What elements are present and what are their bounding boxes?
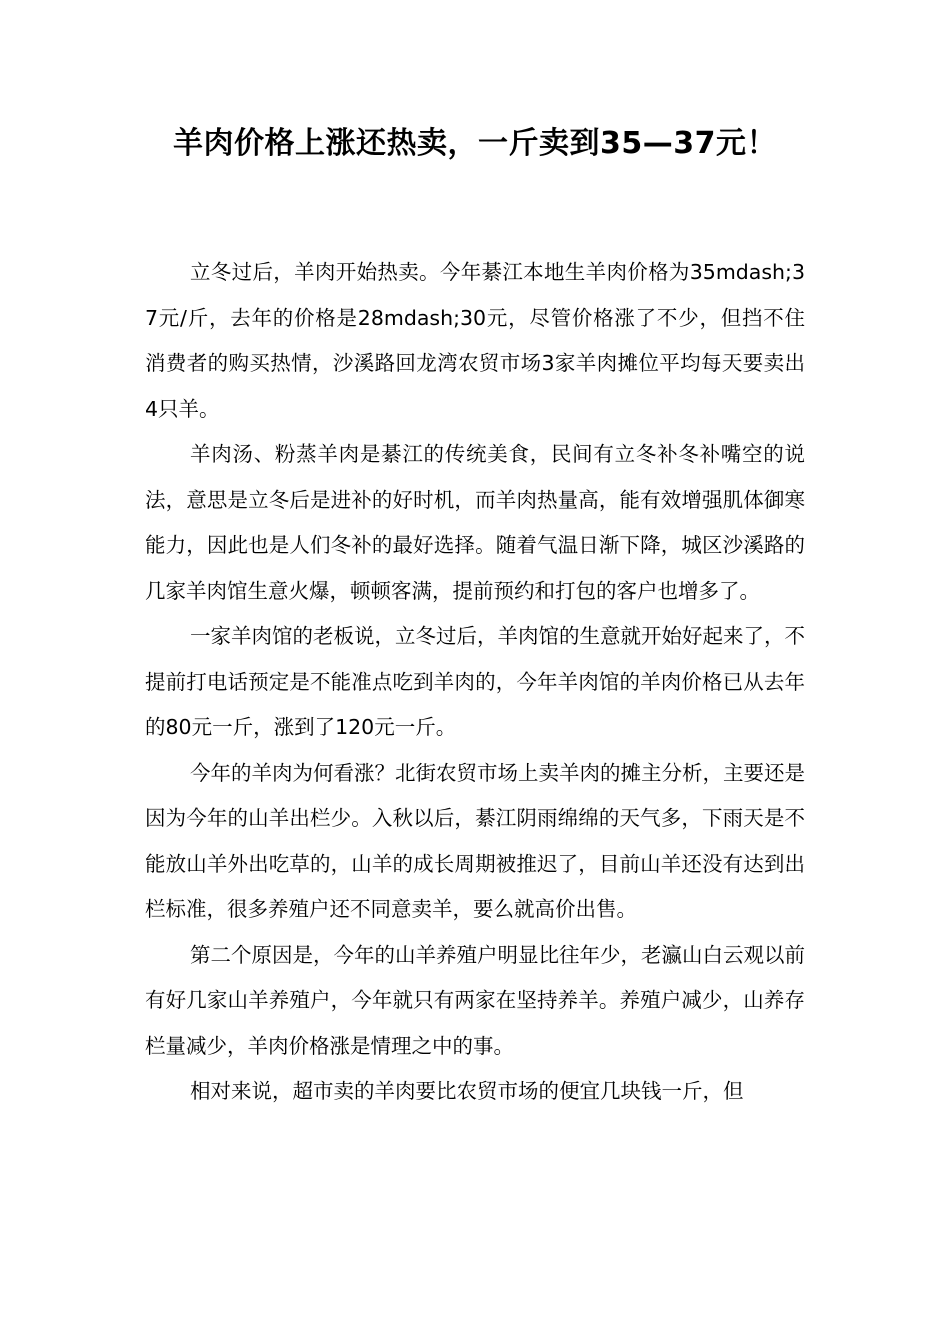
paragraph-1: 立冬过后，羊肉开始热卖。今年綦江本地生羊肉价格为35mdash;37元/斤，去年的价格是28mdash;30元，尽管价格涨了不少，但挡不住消费者的购买热情，沙溪路回龙湾农贸市场3家羊肉摊位平均每天要卖出4只羊。 (145, 260, 805, 421)
paragraph-6: 相对来说，超市卖的羊肉要比农贸市场的便宜几块钱一斤，但 (190, 1079, 744, 1103)
paragraph-2: 羊肉汤、粉蒸羊肉是綦江的传统美食，民间有立冬补冬补嘴空的说法，意思是立冬后是进补的好时机，而羊肉热量高，能有效增强肌体御寒能力，因此也是人们冬补的最好选择。随着气温日渐下降，城区沙溪路的几家羊肉馆生意火爆，顿顿客满，提前预约和打包的客户也增多了。 (145, 442, 805, 603)
paragraph-5: 第二个原因是，今年的山羊养殖户明显比往年少，老瀛山白云观以前有好几家山羊养殖户，今年就只有两家在坚持养羊。养殖户减少，山养存栏量减少，羊肉价格涨是情理之中的事。 (145, 942, 805, 1058)
paragraph-3: 一家羊肉馆的老板说，立冬过后，羊肉馆的生意就开始好起来了，不提前打电话预定是不能准点吃到羊肉的，今年羊肉馆的羊肉价格已从去年的80元一斤，涨到了120元一斤。 (145, 624, 805, 739)
document-body (145, 250, 805, 1115)
paragraph-4: 今年的羊肉为何看涨？北街农贸市场上卖羊肉的摊主分析，主要还是因为今年的山羊出栏少。入秋以后，綦江阴雨绵绵的天气多，下雨天是不能放山羊外出吃草的，山羊的成长周期被推迟了，目前山羊还没有达到出栏标准，很多养殖户还不同意卖羊，要么就高价出售。 (145, 760, 805, 921)
document-title: 羊肉价格上涨还热卖，一斤卖到35—37元！ (173, 126, 777, 161)
